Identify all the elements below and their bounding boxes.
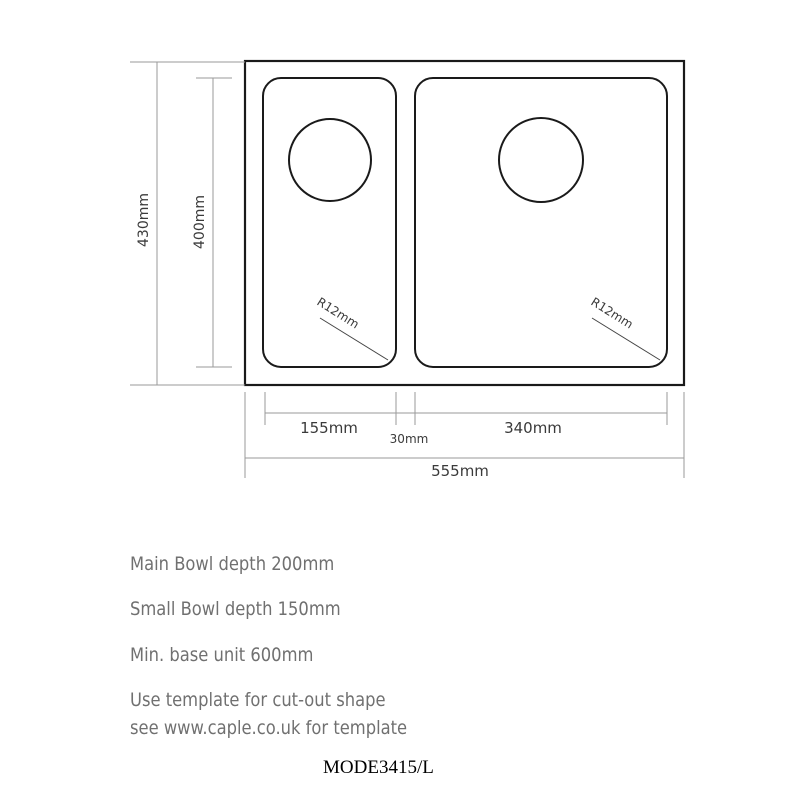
main-bowl-radius-label: R12mm — [588, 294, 636, 332]
bowl-height-label: 400mm — [192, 195, 208, 249]
sink-outer-outline — [245, 61, 684, 385]
main-bowl-drain — [499, 118, 583, 202]
template-website-text: see www.caple.co.uk for template — [130, 717, 408, 739]
small-bowl-width-label: 155mm — [300, 419, 358, 437]
small-bowl-drain — [289, 119, 371, 201]
overall-height-label: 430mm — [136, 193, 152, 247]
main-bowl-width-label: 340mm — [504, 419, 562, 437]
model-number: MODE3415/L — [323, 757, 434, 778]
overall-width-label: 555mm — [431, 462, 489, 480]
main-bowl-depth-text: Main Bowl depth 200mm — [130, 553, 335, 575]
small-bowl-depth-text: Small Bowl depth 150mm — [130, 598, 341, 620]
small-bowl-radius-label: R12mm — [314, 294, 362, 332]
gap-width-label: 30mm — [389, 432, 429, 446]
min-base-unit-text: Min. base unit 600mm — [130, 644, 314, 666]
template-instruction-text: Use template for cut-out shape — [130, 689, 386, 711]
